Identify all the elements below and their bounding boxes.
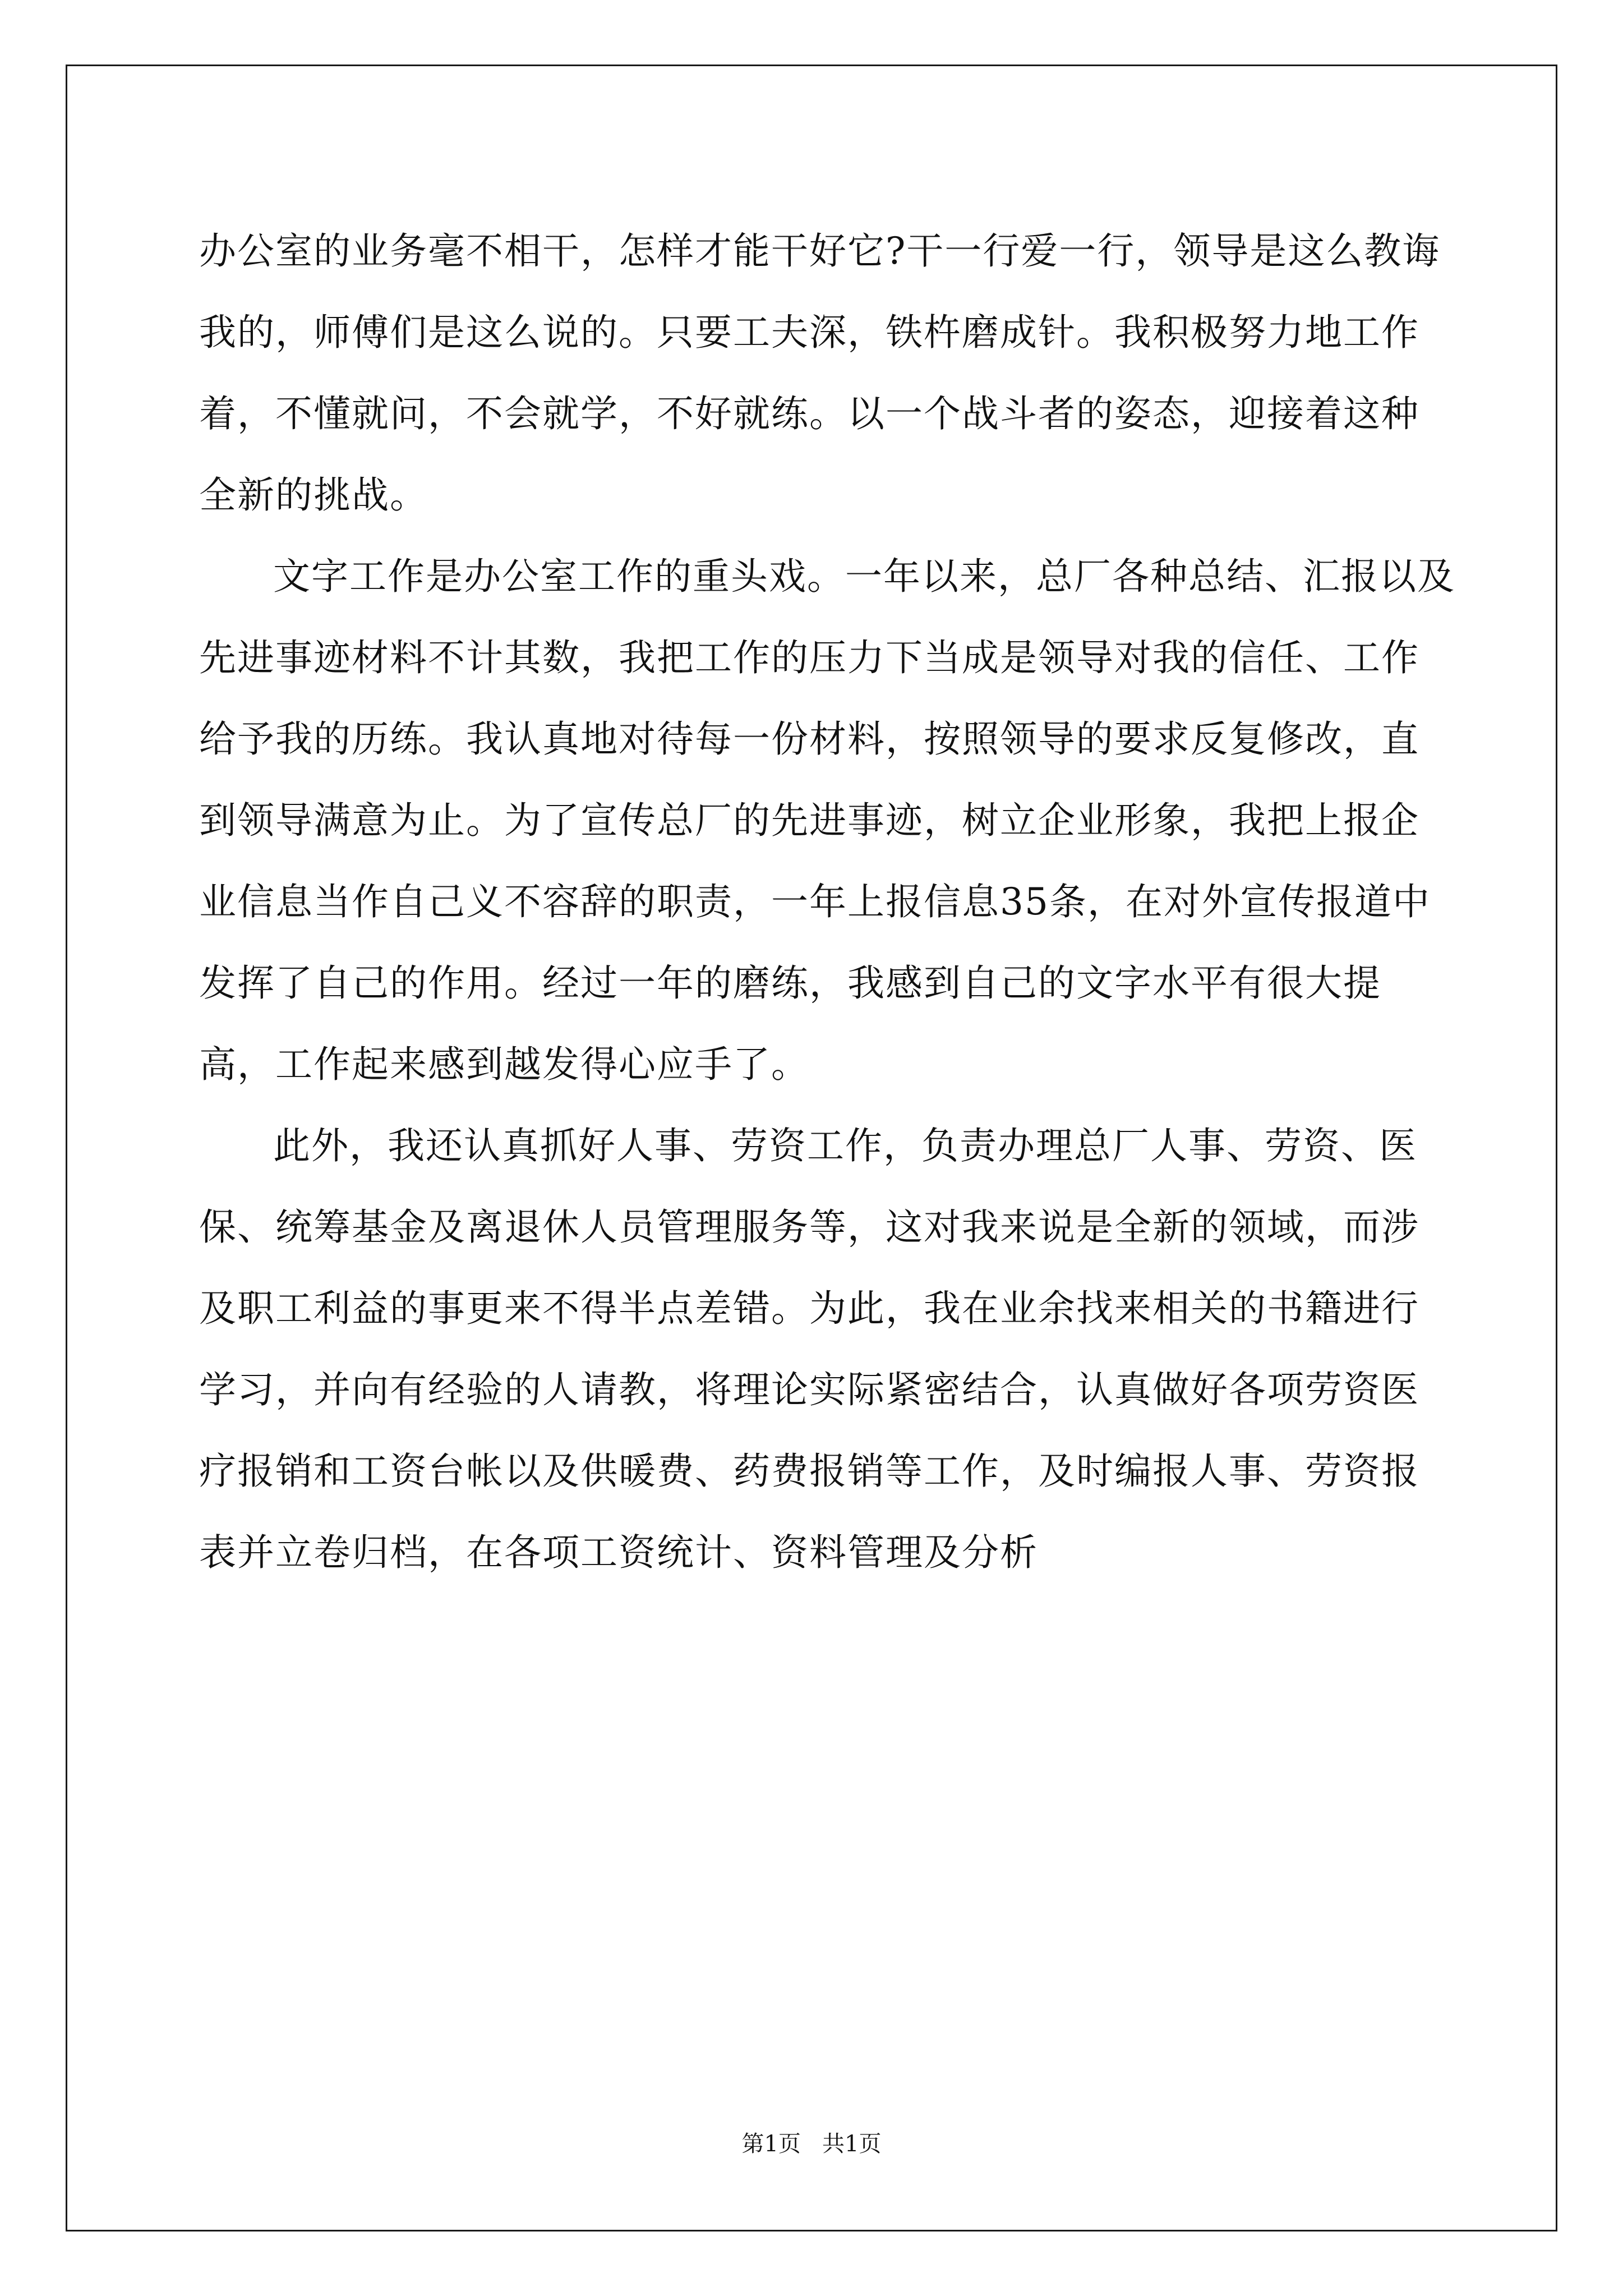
page-footer: [0, 2126, 1623, 2158]
page-number: 第1页: [741, 2131, 801, 2157]
page-total: 共1页: [822, 2131, 882, 2157]
paragraph-3: 此外，我还认真抓好人事、劳资工作，负责办理总厂人事、劳资、医保、统筹基金及离退休人员管理服务等，这对我来说是全新的领域，而涉及职工利益的事更来不得半点差错。为此，我在业余找来相关的书籍进行学习，并向有经验的人请教，将理论实际紧密结合，认真做好各项劳资医疗报销和工资台帐以及供暖费、药费报销等工作，及时编报人事、劳资报表并立卷归档，在各项工资统计、资料管理及分析: [199, 1124, 1419, 1574]
document-body: [199, 210, 1455, 1593]
paragraph-1: 办公室的业务毫不相干，怎样才能干好它?干一行爱一行，领导是这么教诲我的，师傅们是这么说的。只要工夫深，铁杵磨成针。我积极努力地工作着，不懂就问，不会就学，不好就练。以一个战斗者的姿态，迎接着这种全新的挑战。: [199, 229, 1441, 517]
paragraph-2: 文字工作是办公室工作的重头戏。一年以来，总厂各种总结、汇报以及先进事迹材料不计其数，我把工作的压力下当成是领导对我的信任、工作给予我的历练。我认真地对待每一份材料，按照领导的要求反复修改，直到领导满意为止。为了宣传总厂的先进事迹，树立企业形象，我把上报企业信息当作自己义不容辞的职责，一年上报信息35条，在对外宣传报道中发挥了自己的作用。经过一年的磨练，我感到自己的文字水平有很大提高，工作起来感到越发得心应手了。: [199, 555, 1455, 1086]
